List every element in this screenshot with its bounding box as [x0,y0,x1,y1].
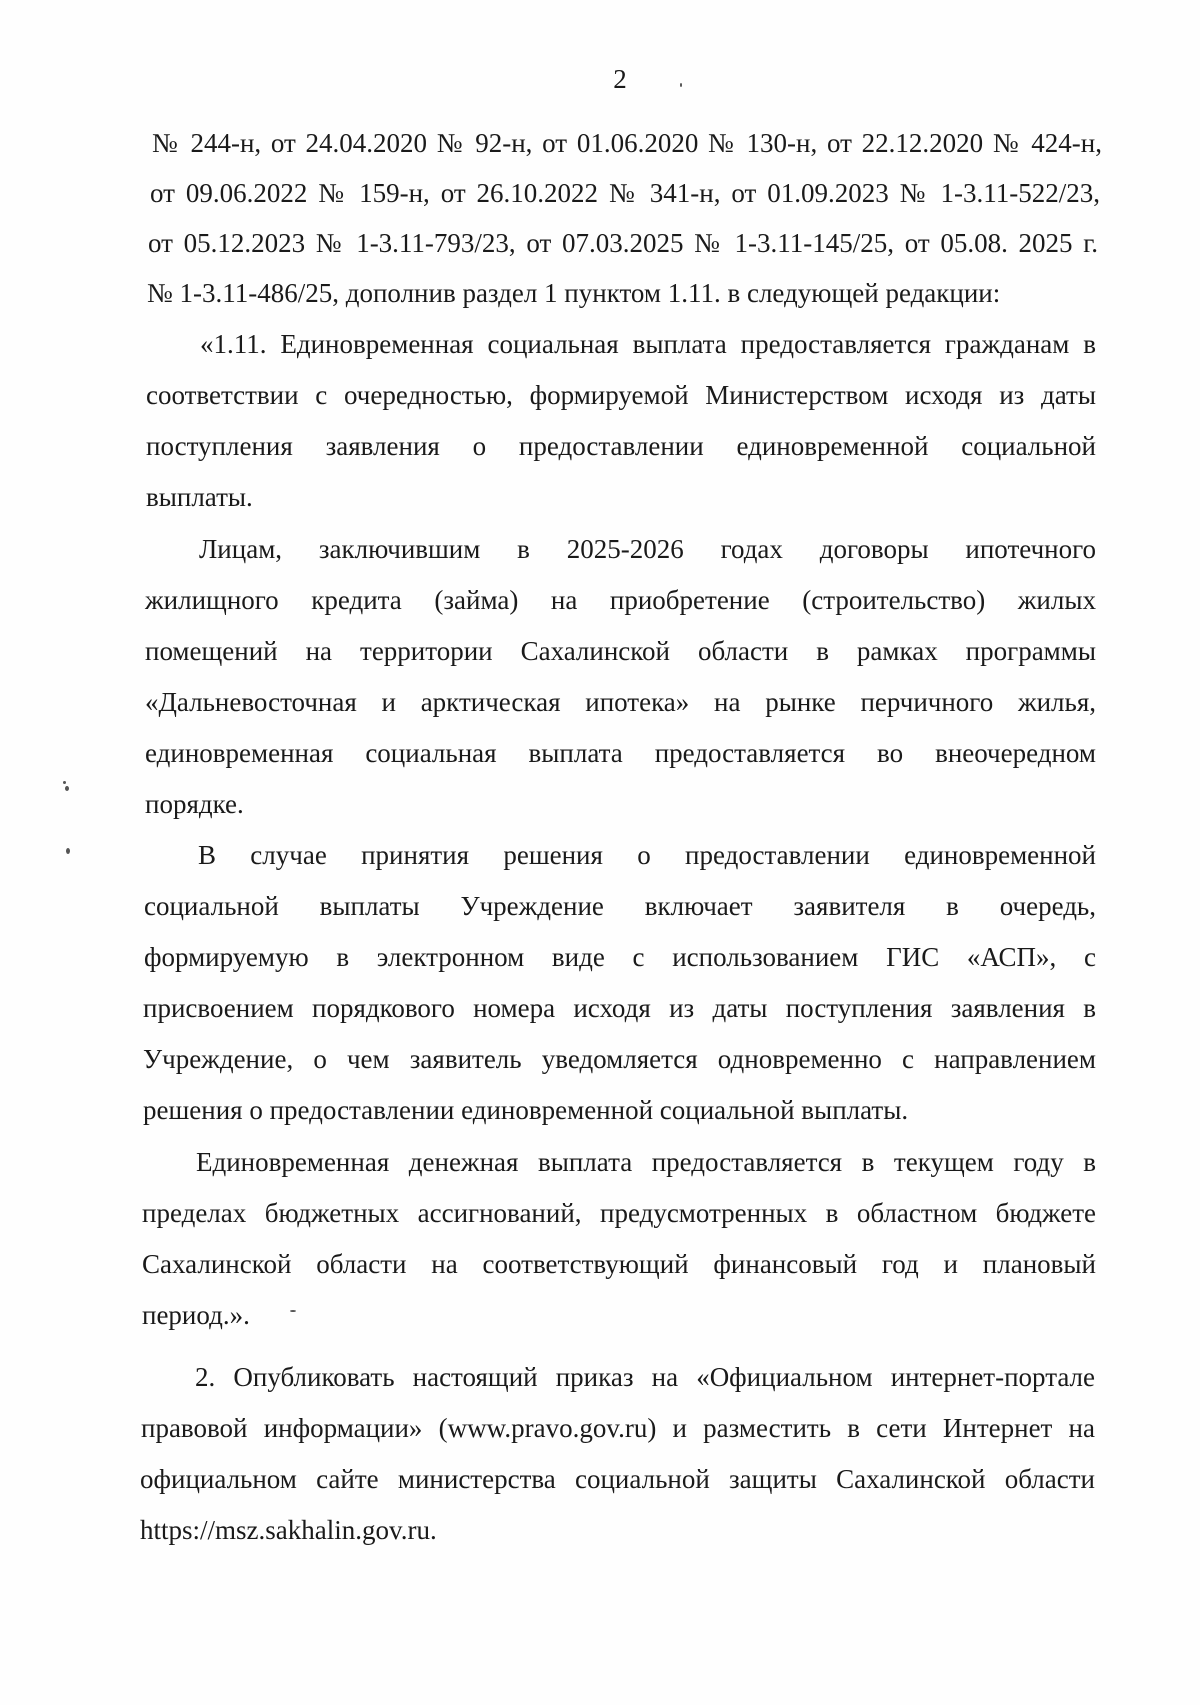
text-line: «1.11. Единовременная социальная выплата предоставляется гражданам в [200,329,1096,359]
text-line: официальном сайте министерства социальной защиты Сахалинской области [140,1464,1095,1494]
text-line: 2. Опубликовать настоящий приказ на «Официальном интернет-портале [195,1362,1095,1392]
text-line: № 244-н, от 24.04.2020 № 92-н, от 01.06.2020 № 130-н, от 22.12.2020 № 424-н, [152,128,1102,158]
text-line: помещений на территории Сахалинской области в рамках программы [145,636,1096,666]
text-line: решения о предоставлении единовременной социальной выплаты. [143,1095,909,1125]
text-line: Лицам, заключившим в 2025-2026 годах договоры ипотечного [199,534,1096,564]
text-line: Единовременная денежная выплата предоставляется в текущем году в [196,1147,1096,1177]
text-line: Сахалинской области на соответствующий финансовый год и плановый [142,1249,1096,1279]
page-number: 2 [613,64,627,94]
text-line: № 1-3.11-486/25, дополнив раздел 1 пунктом 1.11. в следующей редакции: [147,278,1001,308]
scan-speck [680,83,682,87]
text-line: В случае принятия решения о предоставлении единовременной [198,840,1096,870]
scan-speck [63,781,66,784]
text-line: социальной выплаты Учреждение включает заявителя в очередь, [144,891,1096,921]
text-line: правовой информации» (www.pravo.gov.ru) и разместить в сети Интернет на [141,1413,1095,1443]
text-line: от 09.06.2022 № 159-н, от 26.10.2022 № 341-н, от 01.09.2023 № 1-3.11-522/23, [150,178,1100,208]
text-line: жилищного кредита (займа) на приобретение (строительство) жилых [145,585,1096,615]
text-line: период.». [142,1300,250,1330]
text-line: единовременная социальная выплата предоставляется во внеочередном [145,738,1096,768]
text-line: порядке. [145,789,244,819]
scan-speck [290,1310,296,1312]
text-line: формируемую в электронном виде с использованием ГИС «АСП», с [144,942,1096,972]
text-line: Учреждение, о чем заявитель уведомляется одновременно с направлением [143,1044,1096,1074]
text-line: https://msz.sakhalin.gov.ru. [140,1515,437,1545]
text-line: присвоением порядкового номера исходя из даты поступления заявления в [143,993,1096,1023]
text-line: «Дальневосточная и арктическая ипотека» на рынке перчичного жилья, [145,687,1096,717]
text-line: от 05.12.2023 № 1-3.11-793/23, от 07.03.2025 № 1-3.11-145/25, от 05.08. 2025 г. [148,228,1098,258]
scan-speck [65,786,69,791]
text-line: выплаты. [146,482,253,512]
scan-speck [66,848,70,854]
text-line: пределах бюджетных ассигнований, предусмотренных в областном бюджете [142,1198,1096,1228]
text-line: соответствии с очередностью, формируемой Министерством исходя из даты [146,380,1096,410]
text-line: поступления заявления о предоставлении единовременной социальной [146,431,1096,461]
